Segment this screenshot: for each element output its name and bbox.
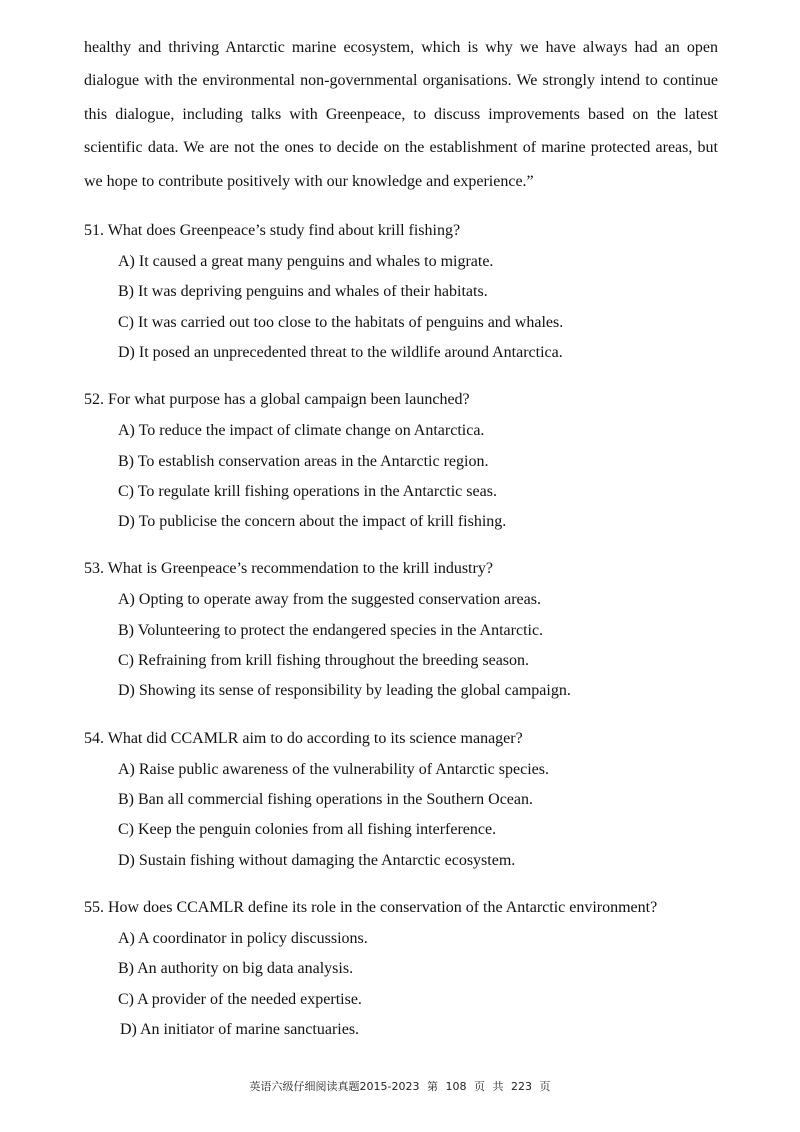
option-a: A) To reduce the impact of climate change on Antarctica. [118,422,485,439]
question-stem: 53. What is Greenpeace’s recommendation to the krill industry? [84,560,493,577]
option-d: D) Sustain fishing without damaging the Antarctic ecosystem. [118,852,516,869]
option-d: D) It posed an unprecedented threat to the wildlife around Antarctica. [118,344,563,361]
option-a: A) Opting to operate away from the suggested conservation areas. [118,591,541,608]
passage-line: we hope to contribute positively with our knowledge and experience.” [84,173,534,190]
option-c: C) To regulate krill fishing operations in the Antarctic seas. [118,483,497,500]
option-a: A) A coordinator in policy discussions. [118,930,368,947]
footer-title: 英语六级仔细阅读真题2015-2023 [249,1080,420,1093]
question-stem: 52. For what purpose has a global campaign been launched? [84,391,470,408]
option-b: B) Ban all commercial fishing operations in the Southern Ocean. [118,791,533,808]
page-footer [0,1080,800,1094]
question-stem: 55. How does CCAMLR define its role in the conservation of the Antarctic environment? [84,899,658,916]
option-b: B) An authority on big data analysis. [118,960,354,977]
passage-line: this dialogue, including talks with Greenpeace, to discuss improvements based on the latest [84,106,718,123]
footer-page-number: 108 [445,1080,467,1093]
footer-total-pages: 223 [510,1080,532,1093]
footer-page-unit: 页 [473,1080,485,1093]
footer-page-prefix: 第 [426,1080,438,1093]
footer-total-unit: 页 [539,1080,551,1093]
passage-line: healthy and thriving Antarctic marine ecosystem, which is why we have always had an open [84,39,718,56]
option-b: B) Volunteering to protect the endangered species in the Antarctic. [118,622,544,639]
option-a: A) Raise public awareness of the vulnerability of Antarctic species. [118,761,549,778]
option-b: B) It was depriving penguins and whales of their habitats. [118,283,488,300]
footer-total-prefix: 共 [492,1080,504,1093]
option-c: C) A provider of the needed expertise. [118,991,362,1008]
option-c: C) Refraining from krill fishing throughout the breeding season. [118,652,530,669]
option-b: B) To establish conservation areas in the Antarctic region. [118,453,489,470]
option-c: C) Keep the penguin colonies from all fishing interference. [118,821,497,838]
option-d: D) To publicise the concern about the impact of krill fishing. [118,513,507,530]
passage-line: dialogue with the environmental non-governmental organisations. We strongly intend to continue [84,72,718,89]
question-stem: 51. What does Greenpeace’s study find about krill fishing? [84,222,461,239]
option-c: C) It was carried out too close to the habitats of penguins and whales. [118,314,564,331]
question-stem: 54. What did CCAMLR aim to do according to its science manager? [84,730,523,747]
option-d: D) An initiator of marine sanctuaries. [120,1021,360,1038]
option-d: D) Showing its sense of responsibility by leading the global campaign. [118,682,571,699]
passage-line: scientific data. We are not the ones to decide on the establishment of marine protected areas, but [84,139,718,156]
option-a: A) It caused a great many penguins and whales to migrate. [118,253,494,270]
